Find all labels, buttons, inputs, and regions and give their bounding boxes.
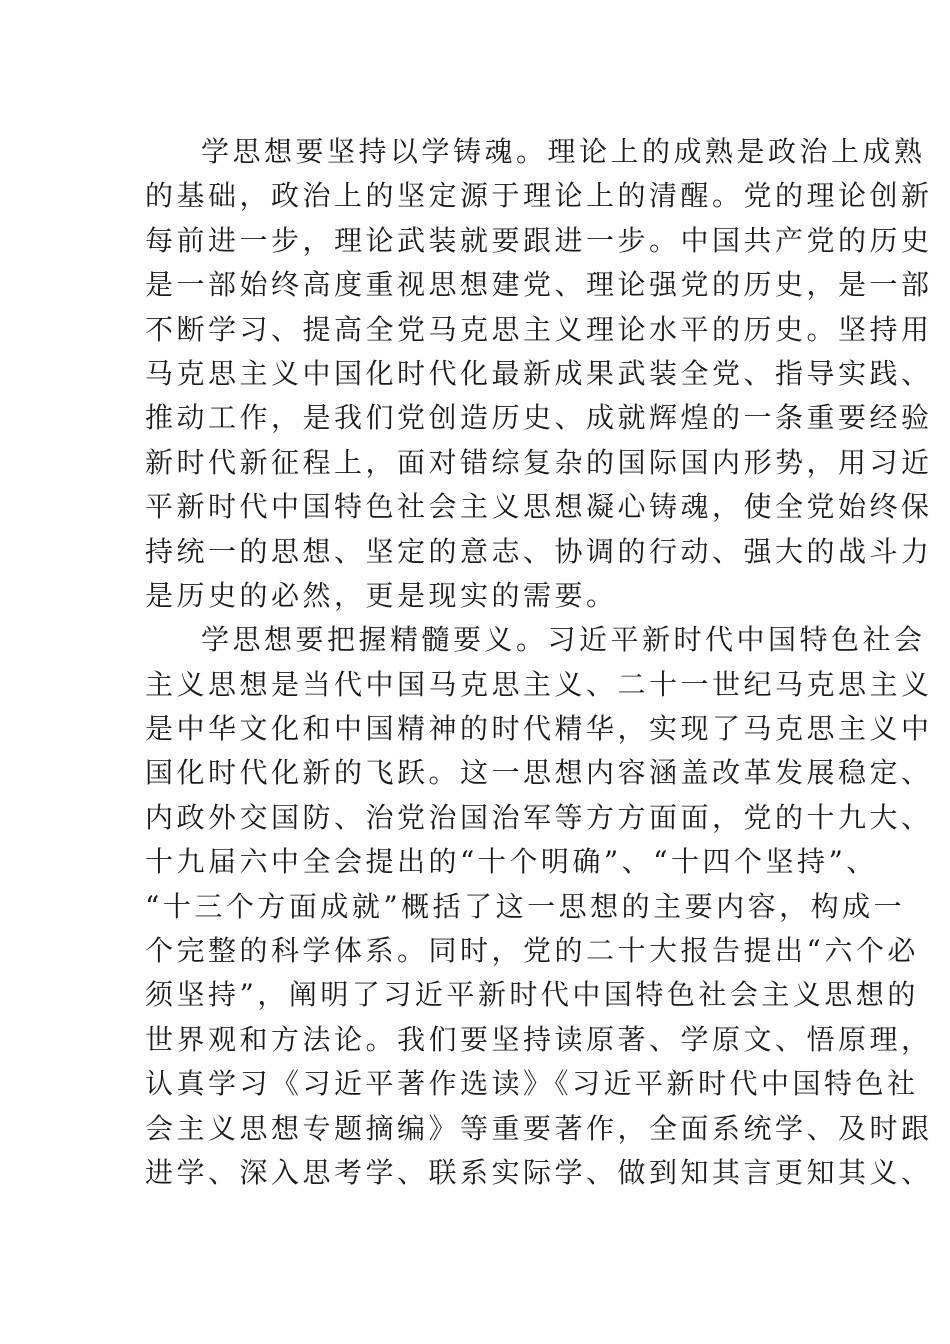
text-line: 平新时代中国特色社会主义思想凝心铸魂，使全党始终保 (145, 490, 933, 524)
text-line: 马克思主义中国化时代化最新成果武装全党、指导实践、 (145, 356, 933, 390)
text-line: 内政外交国防、治党治国治军等方方面面，党的十九大、 (145, 800, 933, 834)
text-line: 是中华文化和中国精神的时代精华，实现了马克思主义中 (145, 712, 933, 746)
text-line: 世界观和方法论。我们要坚持读原著、学原文、悟原理， (145, 1022, 933, 1056)
text-line: 学思想要把握精髓要义。习近平新时代中国特色社会 (201, 623, 926, 657)
text-line: “十三个方面成就”概括了这一思想的主要内容，构成一 (145, 889, 906, 923)
text-line: 每前进一步，理论武装就要跟进一步。中国共产党的历史 (145, 223, 933, 257)
text-line: 是历史的必然，更是现实的需要。 (145, 578, 618, 612)
text-line: 不断学习、提高全党马克思主义理论水平的历史。坚持用 (145, 312, 933, 346)
text-line: 推动工作，是我们党创造历史、成就辉煌的一条重要经验 (145, 401, 933, 435)
text-line: 是一部始终高度重视思想建党、理论强党的历史，是一部 (145, 268, 933, 302)
text-line: 会主义思想专题摘编》等重要著作，全面系统学、及时跟 (145, 1111, 933, 1145)
text-line: 进学、深入思考学、联系实际学、做到知其言更知其义、 (145, 1155, 933, 1189)
text-line: 主义思想是当代中国马克思主义、二十一世纪马克思主义 (145, 667, 933, 701)
document-body (145, 130, 933, 1195)
text-line: 新时代新征程上，面对错综复杂的国际国内形势，用习近 (145, 445, 933, 479)
paragraph-1 (145, 130, 933, 618)
text-line: 十九届六中全会提出的“十个明确”、“十四个坚持”、 (145, 845, 878, 879)
text-line: 个完整的科学体系。同时，党的二十大报告提出“六个必 (145, 934, 919, 968)
text-line: 的基础，政治上的坚定源于理论上的清醒。党的理论创新 (145, 179, 933, 213)
text-line: 认真学习《习近平著作选读》《习近平新时代中国特色社 (145, 1067, 919, 1101)
text-line: 须坚持”，阐明了习近平新时代中国特色社会主义思想的 (145, 978, 919, 1012)
text-line: 持统一的思想、坚定的意志、协调的行动、强大的战斗力 (145, 534, 933, 568)
text-line: 学思想要坚持以学铸魂。理论上的成熟是政治上成熟 (201, 135, 926, 168)
text-line: 国化时代化新的飞跃。这一思想内容涵盖改革发展稳定、 (145, 756, 933, 790)
paragraph-2 (145, 618, 933, 1195)
